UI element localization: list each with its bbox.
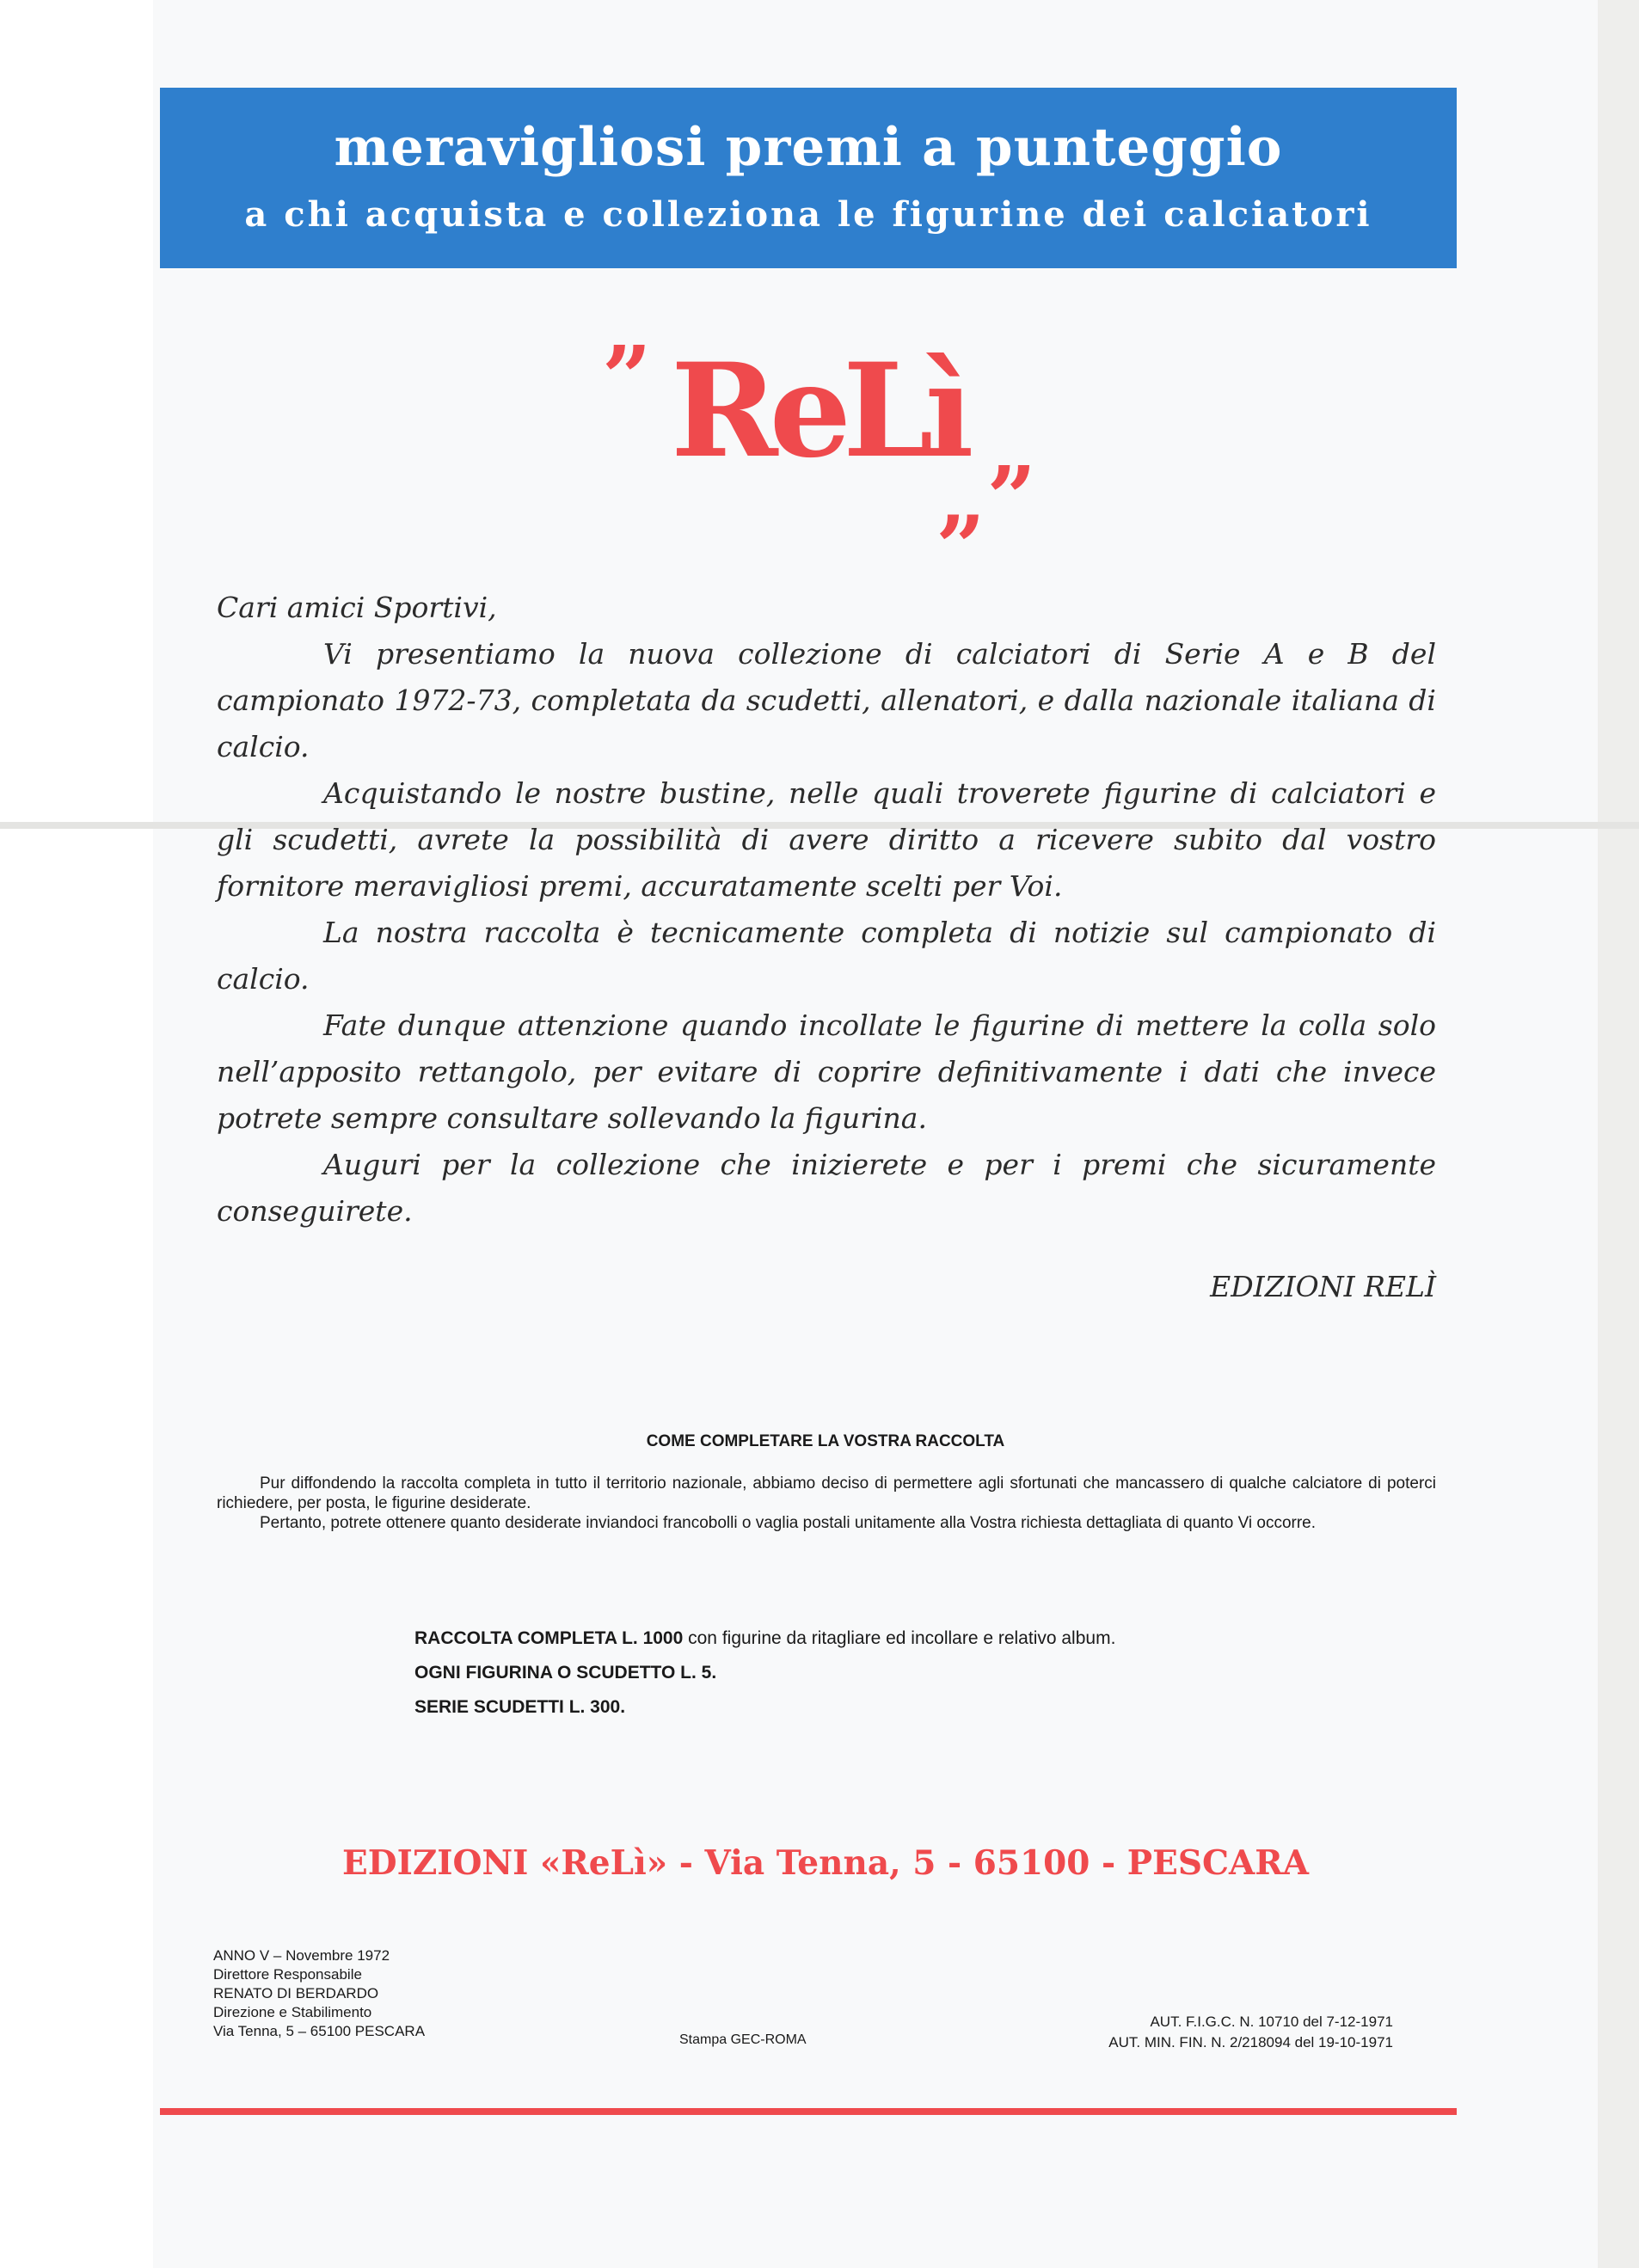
imprint	[213, 1946, 425, 2041]
price-badges-label: SERIE SCUDETTI L. 300.	[414, 1697, 626, 1717]
price-complete-label: RACCOLTA COMPLETA L. 1000	[414, 1628, 684, 1648]
scan-right-edge	[1598, 0, 1639, 2268]
letter	[217, 585, 1436, 1310]
letter-signature: EDIZIONI RELÌ	[1210, 1270, 1436, 1303]
letter-paragraph: La nostra raccolta è tecnicamente completa di notizie sul campionato di calcio.	[217, 916, 1436, 996]
imprint-line: Via Tenna, 5 – 65100 PESCARA	[213, 2023, 426, 2039]
letter-paragraph: Acquistando le nostre bustine, nelle quali troverete figurine di calciatori e gli scudetti, avrete la possibilità di avere diritto a ricevere subito dal vostro fornitore meravigliosi premi, accuratamente scelti per Voi.	[217, 776, 1436, 903]
banner-subtitle: a chi acquista e colleziona le figurine dei calciatori	[244, 194, 1372, 235]
logo-close-quote: „”	[937, 447, 1037, 549]
price-list	[414, 1621, 1274, 1725]
price-complete-desc: con figurine da ritagliare ed incollare e relativo album.	[683, 1628, 1116, 1648]
completion-title: COME COMPLETARE LA VOSTRA RACCOLTA	[646, 1432, 1005, 1450]
header-banner	[160, 88, 1457, 268]
price-complete	[414, 1621, 1274, 1656]
imprint-line: ANNO V – Novembre 1972	[213, 1947, 390, 1964]
price-single-label: OGNI FIGURINA O SCUDETTO L. 5.	[414, 1663, 717, 1683]
imprint-line: Direzione e Stabilimento	[213, 2004, 372, 2020]
authorization-line: AUT. MIN. FIN. N. 2/218094 del 19-10-1971	[1108, 2034, 1393, 2050]
letter-paragraph: Vi presentiamo la nuova collezione di calciatori di Serie A e B del campionato 1972-73, completata da scudetti, allenatori, e dalla nazionale italiana di calcio.	[217, 637, 1436, 763]
logo-open-quote: ”	[602, 327, 652, 428]
printer-credit: Stampa GEC-ROMA	[679, 2032, 807, 2047]
completion-paragraph: Pur diffondendo la raccolta completa in tutto il territorio nazionale, abbiamo deciso di permettere agli sfortunati che mancassero di qualche calciatore di poterci richiedere, per posta, le figurine desiderate.	[217, 1474, 1436, 1512]
scan-left-margin	[0, 0, 153, 2268]
imprint-line: RENATO DI BERDARDO	[213, 1985, 379, 2001]
price-single	[414, 1656, 1274, 1690]
footer-rule	[160, 2108, 1457, 2115]
publisher-address: EDIZIONI «ReLì» - Via Tenna, 5 - 65100 - PESCARA	[342, 1843, 1309, 1883]
authorization-line: AUT. F.I.G.C. N. 10710 del 7-12-1971	[1150, 2014, 1393, 2030]
imprint-line: Direttore Responsabile	[213, 1966, 362, 1983]
letter-greeting: Cari amici Sportivi,	[217, 591, 497, 624]
letter-paragraph: Fate dunque attenzione quando incollate le figurine di mettere la colla solo nell’apposito rettangolo, per evitare di coprire definitivamente i dati che invece potrete sempre consultare sollevando la figurina.	[217, 1008, 1436, 1135]
logo-name: ReLì	[671, 335, 966, 487]
reli-logo	[602, 327, 1037, 549]
completion-paragraph: Pertanto, potrete ottenere quanto desiderate inviandoci francobolli o vaglia postali unitamente alla Vostra richiesta dettagliata di quanto Vi occorre.	[260, 1514, 1317, 1532]
price-badges	[414, 1690, 1274, 1725]
authorizations	[1015, 2012, 1393, 2053]
banner-title: meravigliosi premi a punteggio	[334, 117, 1283, 178]
completion-text	[217, 1474, 1436, 1533]
letter-paragraph: Auguri per la collezione che inizierete e per i premi che sicuramente conseguirete.	[217, 1148, 1436, 1228]
